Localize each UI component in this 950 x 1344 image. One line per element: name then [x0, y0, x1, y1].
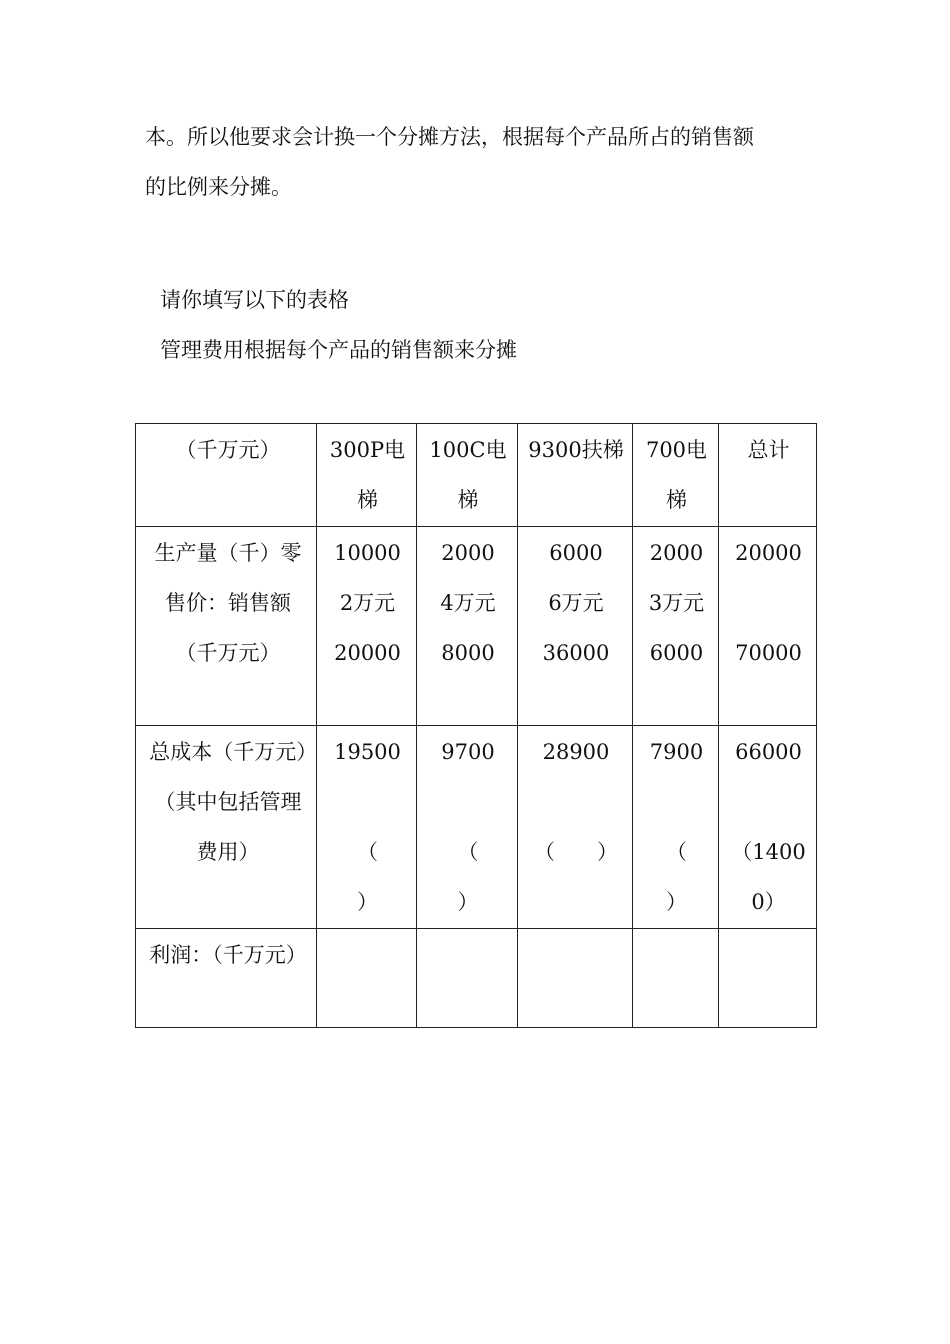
cell-value — [522, 777, 630, 827]
cost-300p-cell — [317, 726, 417, 929]
cost-total-cell — [719, 726, 817, 929]
cell-value: 10000 — [334, 541, 401, 565]
header-100c: 100C电梯 — [417, 424, 518, 527]
cell-value: 2000 — [441, 541, 495, 565]
cell-value: 4万元 — [440, 591, 496, 615]
sales-total-cell — [719, 527, 817, 726]
cell-value — [723, 777, 814, 827]
cell-value: 20000 — [735, 541, 802, 565]
cell-value: 2万元 — [339, 591, 396, 615]
cell-value: 20000 — [334, 641, 401, 665]
cell-value: 28900 — [542, 740, 610, 764]
cell-value: 36000 — [542, 641, 610, 665]
sales-700-cell — [633, 527, 719, 726]
cell-value: （ — [457, 840, 479, 864]
header-total: 总计 — [719, 424, 817, 527]
intro-line-1: 本。所以他要求会计换一个分摊方法，根据每个产品所占的销售额 — [145, 125, 754, 149]
cell-value: 6000 — [549, 541, 603, 565]
cell-value: ） — [357, 890, 378, 914]
cell-value: 2000 — [649, 541, 704, 565]
table-row-sales — [136, 527, 817, 726]
cell-value: 6万元 — [548, 591, 604, 615]
profit-100c-cell — [417, 929, 518, 1028]
cell-value: 66000 — [735, 740, 802, 764]
cost-9300-cell — [518, 726, 633, 929]
intro-line-2: 的比例来分摊。 — [145, 175, 292, 199]
row-label-sales: 生产量（千）零售价：销售额（千万元） — [136, 527, 317, 726]
profit-300p-cell — [317, 929, 417, 1028]
sales-100c-cell — [417, 527, 518, 726]
cell-value — [421, 777, 515, 827]
cell-value: 19500 — [334, 740, 401, 764]
header-unit-cell: （千万元） — [136, 424, 317, 527]
cell-value — [723, 578, 814, 628]
cell-value: （ — [666, 840, 687, 864]
cell-value: 9700 — [441, 740, 495, 764]
row-label-cost: 总成本（千万元）（其中包括管理费用） — [136, 726, 317, 929]
cost-100c-cell — [417, 726, 518, 929]
cost-allocation-table — [135, 423, 817, 1028]
table-subtitle: 管理费用根据每个产品的销售额来分摊 — [160, 338, 517, 362]
cell-value — [321, 777, 414, 827]
intro-paragraph — [145, 112, 815, 212]
header-9300: 9300扶梯 — [518, 424, 633, 527]
cell-value: 7900 — [649, 740, 704, 764]
sales-9300-cell — [518, 527, 633, 726]
profit-9300-cell — [518, 929, 633, 1028]
cell-value: （ ） — [534, 840, 618, 864]
table-row-cost — [136, 726, 817, 929]
table-header-row — [136, 424, 817, 527]
header-300p: 300P电梯 — [317, 424, 417, 527]
cell-value: （ — [357, 840, 378, 864]
cell-value: （14000） — [731, 840, 806, 914]
cell-value: ） — [457, 890, 479, 914]
prompt-text: 请你填写以下的表格 — [160, 288, 349, 312]
table-row-profit — [136, 929, 817, 1028]
profit-700-cell — [633, 929, 719, 1028]
cell-value: 6000 — [649, 641, 704, 665]
cell-value — [637, 777, 716, 827]
row-label-profit: 利润：（千万元） — [136, 929, 317, 1028]
sales-300p-cell — [317, 527, 417, 726]
cell-value: 8000 — [441, 641, 495, 665]
cell-value: 70000 — [735, 641, 802, 665]
profit-total-cell — [719, 929, 817, 1028]
header-700: 700电梯 — [633, 424, 719, 527]
cost-700-cell — [633, 726, 719, 929]
cell-value: 3万元 — [648, 591, 705, 615]
cell-value: ） — [666, 890, 687, 914]
